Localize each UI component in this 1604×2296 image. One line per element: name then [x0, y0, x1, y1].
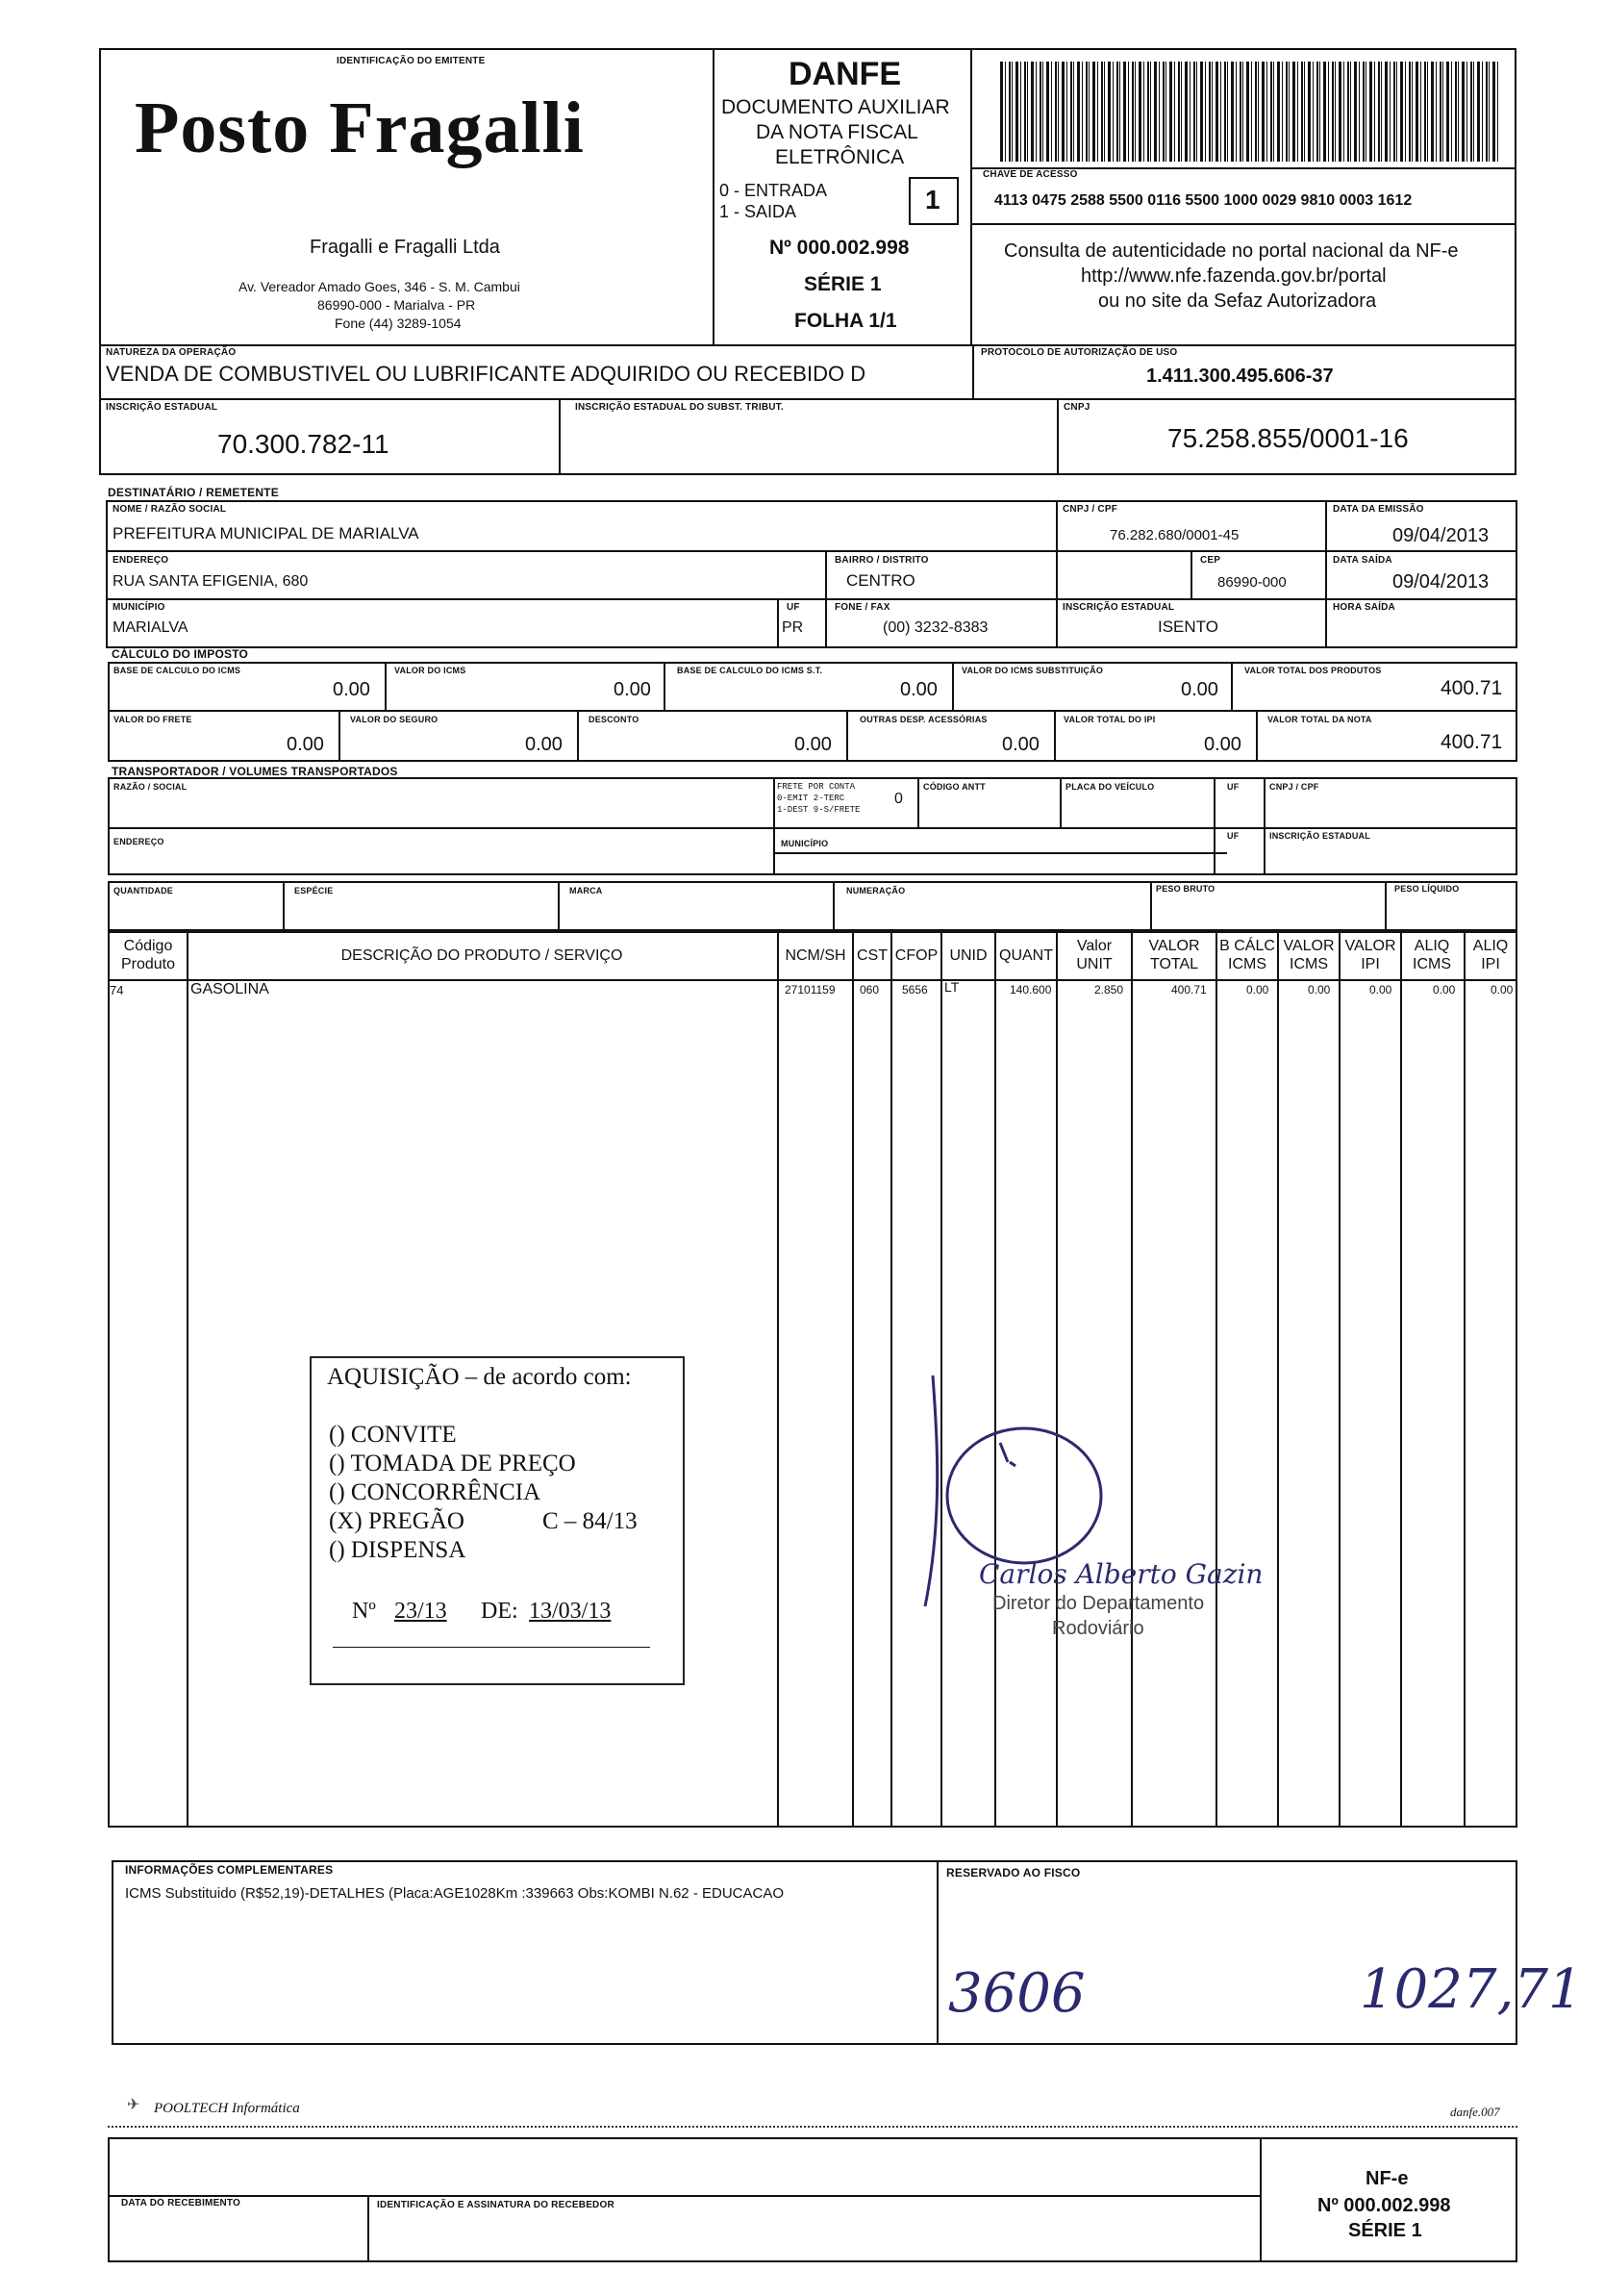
stamp-opt-tomada: () TOMADA DE PREÇO	[329, 1451, 576, 1476]
transp-municipio-label: MUNICÍPIO	[781, 839, 829, 848]
imp-valor-st: 0.00	[1181, 679, 1218, 700]
vol-marca-label: MARCA	[569, 886, 603, 896]
row-codigo: 74	[110, 983, 124, 997]
protocolo-value: 1.411.300.495.606-37	[1146, 366, 1334, 387]
transp-antt-label: CÓDIGO ANTT	[923, 782, 986, 792]
transp-ie-label: INSCRIÇÃO ESTADUAL	[1269, 831, 1370, 841]
fisco-label: RESERVADO AO FISCO	[946, 1866, 1081, 1880]
imp-ipi: 0.00	[1204, 734, 1241, 755]
barcode	[1000, 62, 1498, 162]
dest-nome: PREFEITURA MUNICIPAL DE MARIALVA	[113, 524, 419, 542]
vol-peso-liquido-label: PESO LÍQUIDO	[1394, 884, 1460, 894]
footer-data-recebimento: DATA DO RECEBIMENTO	[121, 2198, 240, 2208]
imp-base-st-label: BASE DE CALCULO DO ICMS S.T.	[677, 666, 823, 675]
transp-frete-3: 1-DEST 9-S/FRETE	[777, 805, 861, 815]
col-aicms: ALIQ ICMS	[1413, 938, 1451, 972]
emitente-label: IDENTIFICAÇÃO DO EMITENTE	[337, 56, 486, 66]
danfe-title: DANFE	[789, 56, 902, 92]
col-cfop: CFOP	[894, 947, 939, 964]
col-aipi: ALIQ IPI	[1472, 938, 1509, 972]
emitente-city: 86990-000 - Marialva - PR	[317, 297, 476, 313]
inscricao-label: INSCRIÇÃO ESTADUAL	[106, 402, 218, 413]
emitente-phone: Fone (44) 3289-1054	[335, 315, 462, 331]
col-vicms: VALOR ICMS	[1283, 938, 1335, 972]
col-cst: CST	[857, 947, 888, 964]
transp-razao-label: RAZÃO / SOCIAL	[113, 782, 188, 792]
dest-hora-label: HORA SAÍDA	[1333, 602, 1395, 613]
row-unid: LT	[944, 979, 960, 995]
dest-uf-label: UF	[787, 602, 800, 613]
info-text: ICMS Substituido (R$52,19)-DETALHES (Placa:AGE1028Km :339663 Obs:KOMBI N.62 - EDUCACAO	[125, 1885, 784, 1902]
row-quant: 140.600	[1010, 983, 1052, 997]
dest-cnpj: 76.282.680/0001-45	[1110, 527, 1240, 543]
imposto-section: CÁLCULO DO IMPOSTO	[112, 647, 249, 661]
danfe-subtitle-1: DOCUMENTO AUXILIAR	[721, 96, 950, 118]
info-label: INFORMAÇÕES COMPLEMENTARES	[125, 1863, 334, 1877]
col-bcicms: B CÁLC ICMS	[1219, 938, 1275, 972]
row-vtotal: 400.71	[1171, 983, 1207, 997]
signature-role-1: Diretor do Departamento	[992, 1593, 1205, 1614]
dest-emissao: 09/04/2013	[1392, 525, 1490, 546]
stamp-numero: 23/13	[394, 1599, 447, 1624]
signature-role-2: Rodoviário	[1052, 1618, 1144, 1639]
transp-frete-1: FRETE POR CONTA	[777, 782, 856, 792]
stamp-data: 13/03/13	[529, 1599, 612, 1624]
stamp-opt-dispensa: () DISPENSA	[329, 1537, 466, 1563]
dest-cep: 86990-000	[1217, 574, 1287, 591]
footer-nfe: NF-e	[1366, 2168, 1409, 2189]
imp-valor-icms: 0.00	[614, 679, 651, 700]
row-vicms: 0.00	[1308, 983, 1331, 997]
emitente-logo: Posto Fragalli	[135, 88, 585, 168]
vol-peso-bruto-label: PESO BRUTO	[1156, 884, 1216, 894]
dest-uf: PR	[782, 619, 804, 636]
footer-serie: SÉRIE 1	[1348, 2220, 1422, 2241]
transp-placa-label: PLACA DO VEÍCULO	[1065, 782, 1155, 792]
stamp-opt-pregao-ref: C – 84/13	[542, 1508, 638, 1534]
dest-emissao-label: DATA DA EMISSÃO	[1333, 504, 1424, 515]
imp-base-icms-label: BASE DE CALCULO DO ICMS	[113, 666, 241, 675]
imp-desconto-label: DESCONTO	[589, 715, 639, 724]
danfe-tipo: 1	[925, 185, 940, 214]
col-vtotal: VALOR TOTAL	[1148, 938, 1200, 972]
col-quant: QUANT	[999, 947, 1053, 964]
dest-saida: 09/04/2013	[1392, 571, 1490, 593]
row-aicms: 0.00	[1433, 983, 1456, 997]
imp-ipi-label: VALOR TOTAL DO IPI	[1064, 715, 1156, 724]
natureza-value: VENDA DE COMBUSTIVEL OU LUBRIFICANTE ADQUIRIDO OU RECEBIDO D	[106, 362, 866, 386]
transp-cnpj-label: CNPJ / CPF	[1269, 782, 1319, 792]
row-vunit: 2.850	[1094, 983, 1124, 997]
footer-software: POOLTECH Informática	[154, 2101, 300, 2116]
transp-uf-label: UF	[1227, 782, 1240, 792]
imp-frete-label: VALOR DO FRETE	[113, 715, 192, 724]
row-aipi: 0.00	[1491, 983, 1514, 997]
row-cst: 060	[860, 983, 880, 997]
row-vipi: 0.00	[1369, 983, 1392, 997]
chave-label: CHAVE DE ACESSO	[983, 169, 1078, 180]
vol-qtd-label: QUANTIDADE	[113, 886, 173, 896]
chave-consulta-2: http://www.nfe.fazenda.gov.br/portal	[1081, 265, 1387, 287]
stamp-opt-pregao: (X) PREGÃO	[329, 1508, 464, 1534]
cnpj-value: 75.258.855/0001-16	[1167, 423, 1409, 453]
dest-municipio: MARIALVA	[113, 619, 188, 636]
imp-base-st: 0.00	[900, 679, 938, 700]
vol-especie-label: ESPÉCIE	[294, 886, 334, 896]
danfe-numero: Nº 000.002.998	[769, 237, 910, 259]
dest-cep-label: CEP	[1200, 555, 1221, 566]
footer-numero: Nº 000.002.998	[1317, 2195, 1451, 2216]
transp-endereco-label: ENDEREÇO	[113, 837, 164, 846]
dest-bairro: CENTRO	[846, 571, 915, 590]
pooltech-icon: ✈	[127, 2097, 140, 2113]
imp-total-prod: 400.71	[1441, 677, 1503, 699]
imp-frete: 0.00	[287, 734, 324, 755]
chave-consulta-1: Consulta de autenticidade no portal nacional da NF-e	[1004, 240, 1459, 262]
row-descricao: GASOLINA	[190, 981, 269, 997]
dest-ie-label: INSCRIÇÃO ESTADUAL	[1063, 602, 1175, 613]
imp-outras-label: OUTRAS DESP. ACESSÓRIAS	[860, 715, 988, 724]
danfe-folha: FOLHA 1/1	[794, 310, 897, 332]
footer-identificacao: IDENTIFICAÇÃO E ASSINATURA DO RECEBEDOR	[377, 2200, 614, 2210]
transp-frete-value: 0	[894, 791, 903, 807]
danfe-subtitle-2: DA NOTA FISCAL	[756, 121, 918, 143]
col-vipi: VALOR IPI	[1344, 938, 1396, 972]
imp-seguro: 0.00	[525, 734, 563, 755]
emitente-name: Fragalli e Fragalli Ltda	[310, 237, 500, 258]
imp-desconto: 0.00	[794, 734, 832, 755]
stamp-opt-convite: () CONVITE	[329, 1422, 457, 1448]
dest-bairro-label: BAIRRO / DISTRITO	[835, 555, 929, 566]
cnpj-label: CNPJ	[1064, 402, 1090, 413]
dest-fone: (00) 3232-8383	[883, 619, 989, 636]
chave-value: 4113 0475 2588 5500 0116 5500 1000 0029 9810 0003 1612	[994, 192, 1413, 209]
vol-numeracao-label: NUMERAÇÃO	[846, 886, 906, 896]
stamp-data-prefix: DE:	[481, 1599, 518, 1624]
chave-consulta-3: ou no site da Sefaz Autorizadora	[1098, 290, 1377, 312]
stamp-opt-concorrencia: () CONCORRÊNCIA	[329, 1479, 541, 1505]
transp-frete-2: 0-EMIT 2-TERC	[777, 794, 845, 803]
transp-uf2-label: UF	[1227, 831, 1240, 841]
protocolo-label: PROTOCOLO DE AUTORIZAÇÃO DE USO	[981, 347, 1178, 358]
dest-endereco: RUA SANTA EFIGENIA, 680	[113, 573, 309, 590]
transp-box	[108, 777, 1517, 875]
danfe-subtitle-3: ELETRÔNICA	[775, 146, 905, 168]
col-vunit: Valor UNIT	[1076, 938, 1113, 972]
imp-total-prod-label: VALOR TOTAL DOS PRODUTOS	[1244, 666, 1382, 675]
imp-valor-st-label: VALOR DO ICMS SUBSTITUIÇÃO	[962, 666, 1104, 675]
dest-municipio-label: MUNICÍPIO	[113, 602, 165, 613]
inscricao-value: 70.300.782-11	[217, 429, 389, 459]
row-cfop: 5656	[902, 983, 928, 997]
imp-base-icms: 0.00	[333, 679, 370, 700]
dest-ie: ISENTO	[1158, 618, 1218, 636]
dest-saida-label: DATA SAÍDA	[1333, 555, 1392, 566]
row-ncm: 27101159	[785, 983, 836, 997]
dest-fone-label: FONE / FAX	[835, 602, 890, 613]
danfe-entrada: 0 - ENTRADA	[719, 181, 828, 200]
imp-outras: 0.00	[1002, 734, 1040, 755]
danfe-saida: 1 - SAIDA	[719, 202, 797, 221]
stamp-numero-prefix: Nº	[352, 1599, 376, 1624]
row-bcicms: 0.00	[1246, 983, 1269, 997]
imp-total-nota: 400.71	[1441, 731, 1503, 753]
footer-code: danfe.007	[1450, 2105, 1500, 2119]
dest-cnpj-label: CNPJ / CPF	[1063, 504, 1118, 515]
col-codigo: Código Produto	[120, 938, 176, 972]
destinatario-section: DESTINATÁRIO / REMETENTE	[108, 486, 279, 499]
imp-seguro-label: VALOR DO SEGURO	[350, 715, 439, 724]
inscricao-st-label: INSCRIÇÃO ESTADUAL DO SUBST. TRIBUT.	[575, 402, 784, 413]
col-ncm: NCM/SH	[785, 947, 846, 964]
col-descricao: DESCRIÇÃO DO PRODUTO / SERVIÇO	[340, 947, 623, 964]
hand-note-1: 3606	[948, 1962, 1086, 2025]
signature-name: Carlos Alberto Gazin	[979, 1558, 1264, 1590]
destinatario-box	[106, 500, 1517, 648]
dest-nome-label: NOME / RAZÃO SOCIAL	[113, 504, 227, 515]
imp-valor-icms-label: VALOR DO ICMS	[394, 666, 466, 675]
emitente-address: Av. Vereador Amado Goes, 346 - S. M. Cambui	[238, 279, 520, 294]
stamp-title: AQUISIÇÃO – de acordo com:	[327, 1364, 632, 1390]
transp-section: TRANSPORTADOR / VOLUMES TRANSPORTADOS	[112, 765, 398, 778]
hand-note-2: 1027,71	[1360, 1958, 1583, 2021]
dest-endereco-label: ENDEREÇO	[113, 555, 169, 566]
canhoto-box	[108, 2137, 1517, 2262]
danfe-serie: SÉRIE 1	[804, 273, 882, 295]
natureza-label: NATUREZA DA OPERAÇÃO	[106, 347, 237, 358]
imp-total-nota-label: VALOR TOTAL DA NOTA	[1267, 715, 1372, 724]
col-unid: UNID	[949, 947, 988, 964]
